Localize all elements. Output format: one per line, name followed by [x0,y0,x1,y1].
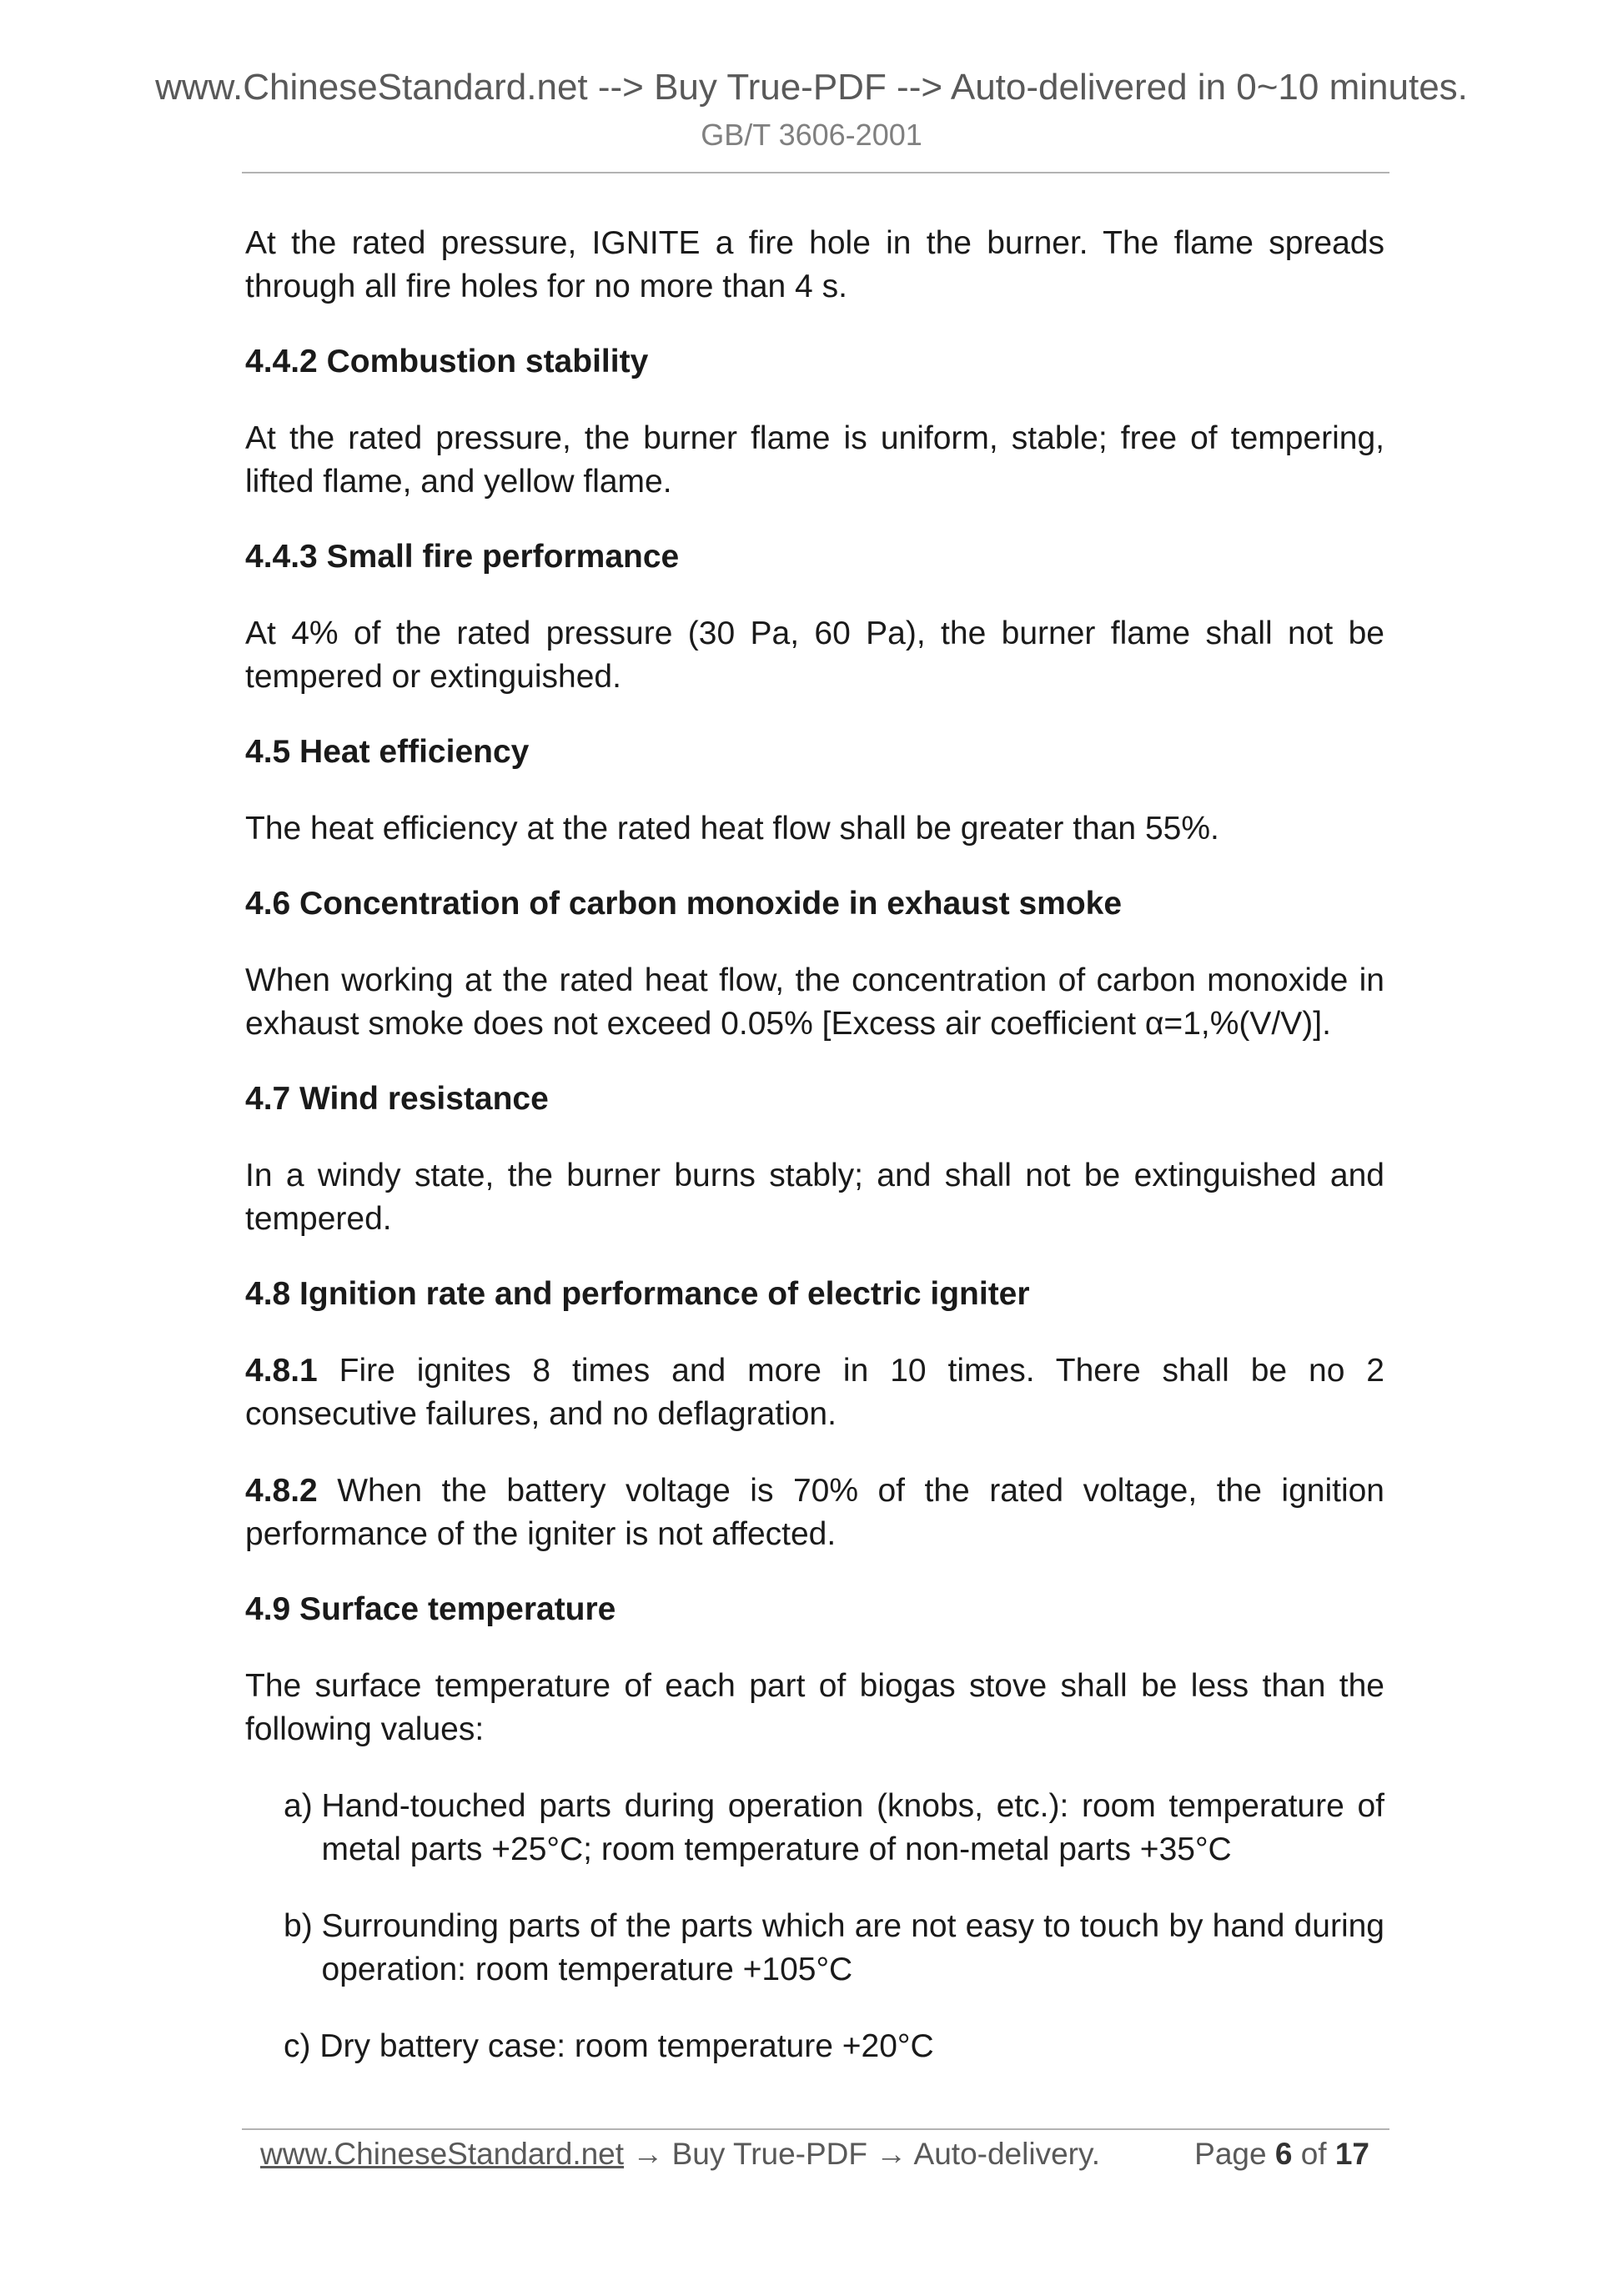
paragraph-ignition: At the rated pressure, IGNITE a fire hole in the burner. The flame spreads through all fire holes for no more than 4 s. [245,225,1384,304]
list-marker: b) [284,1908,322,1944]
footer-delivery-text: Auto-delivery. [913,2137,1101,2171]
heading-4-4-2: 4.4.2 Combustion stability [245,344,649,379]
heading-4-7: 4.7 Wind resistance [245,1081,549,1117]
list-item-text: Surrounding parts of the parts which are not easy to touch by hand during operation: room temperature +105°C [321,1908,1384,1987]
temperature-list [284,1785,1384,2068]
list-item [284,1905,1384,1992]
paragraph-4-7: In a windy state, the burner burns stably; and shall not be extinguished and tempered. [245,1158,1384,1237]
page-number: 6 [1274,2137,1293,2171]
paragraph-4-9: The surface temperature of each part of biogas stove shall be less than the following values: [245,1668,1384,1747]
arrow-right-icon: → [876,2137,907,2171]
page-total: 17 [1334,2137,1369,2171]
footer-buy-text: Buy True-PDF [671,2137,868,2171]
heading-4-9: 4.9 Surface temperature [245,1591,616,1627]
paragraph-4-6: When working at the rated heat flow, the concentration of carbon monoxide in exhaust smoke does not exceed 0.05% [Excess air coefficient α=1,%(V/V)]. [245,962,1384,1042]
list-item [284,2025,1384,2068]
page-indicator [1194,2135,1369,2173]
list-marker: a) [284,1788,322,1824]
footer-divider [242,2128,1389,2130]
heading-4-5: 4.5 Heat efficiency [245,734,530,770]
footer [260,2135,1369,2173]
page-word: Page [1194,2137,1267,2171]
clause-number-4-8-2: 4.8.2 [245,1473,318,1509]
clause-number-4-8-1: 4.8.1 [245,1353,318,1389]
standard-number: GB/T 3606-2001 [701,118,922,152]
clause-text-4-8-2: When the battery voltage is 70% of the rated voltage, the ignition performance of the igniter is not affected. [245,1473,1384,1552]
clause-text-4-8-1: Fire ignites 8 times and more in 10 times. There shall be no 2 consecutive failures, and no deflagration. [245,1353,1384,1432]
of-word: of [1300,2137,1327,2171]
heading-4-6: 4.6 Concentration of carbon monoxide in exhaust smoke [245,886,1123,922]
list-marker: c) [284,2028,320,2064]
paragraph-4-8-1 [245,1349,1384,1436]
list-item-text: Dry battery case: room temperature +20°C [319,2028,934,2064]
arrow-right-icon: → [632,2137,664,2171]
paragraph-4-5: The heat efficiency at the rated heat flow shall be greater than 55%. [245,811,1219,847]
heading-4-4-3: 4.4.3 Small fire performance [245,539,680,575]
header-link-text: www.ChineseStandard.net --> Buy True-PDF --> Auto-delivered in 0~10 minutes. [155,67,1468,108]
paragraph-4-4-2: At the rated pressure, the burner flame is uniform, stable; free of tempering, lifted flame, and yellow flame. [245,420,1384,500]
footer-site-link[interactable]: www.ChineseStandard.net [260,2137,625,2171]
list-item [284,1785,1384,1871]
heading-4-8: 4.8 Ignition rate and performance of electric igniter [245,1276,1030,1312]
list-item-text: Hand-touched parts during operation (knobs, etc.): room temperature of metal parts +25°C; room temperature of non-metal parts +35°C [321,1788,1384,1867]
header-divider [242,172,1389,173]
paragraph-4-8-2 [245,1470,1384,1556]
document-body [245,222,1384,2102]
paragraph-4-4-3: At 4% of the rated pressure (30 Pa, 60 Pa), the burner flame shall not be tempered or extinguished. [245,615,1384,695]
